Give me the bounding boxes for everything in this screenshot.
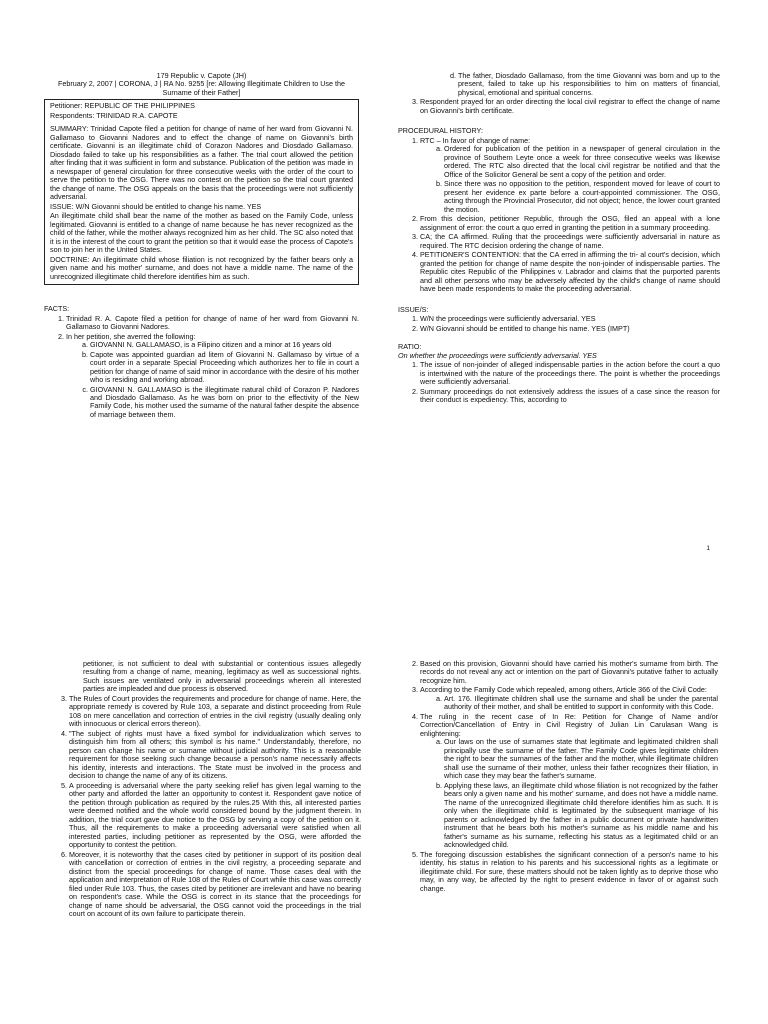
list-item: 2. Based on this provision, Giovanni should have carried his mother's surname from birth. The records do not reveal any act or intention on the part of Giovanni's putative father to actually recognize him. <box>420 660 718 685</box>
list-item: 2. In her petition, she averred the following: a. GIOVANNI N. GALLAMASO, is a Filipino citizen and a minor at 16 years old b. Capote was appointed guardian ad litem of Giovanni N. Gallamaso by virtue of a court order in a separate Special Proceeding which authorizes her to file in court a petition for change of name of said minor in accordance with the desire of his mother who is residing and working abroad. c. GIOVANNI N. GALLAMASO is the illegitimate natural child of Corazon P. Nadores and Diosdado Gallamaso. As he was born on prior to the effectivity of the New Family Code, his mother used the surname of the natural father despite the absence of marriage between them. <box>66 333 359 420</box>
page1-left-column <box>44 72 359 420</box>
list-item: d. The father, Diosdado Gallamaso, from the time Giovanni was born and up to the present, failed to take up his responsibilities to him on matters of financial, physical, emotional and spiritual concerns. <box>458 72 720 97</box>
holding-text: An illegitimate child shall bear the name of the mother as based on the Family Code, unless legitimated. Giovanni is entitled to a change of name because he has never recognized as the child of the father, while the mother always recognized him as her child. The SC also noted that it is in the interest of the court to grant the petition so that it would ease the process of Capote's son to join her in the United States. <box>50 211 353 255</box>
facts-list-cont <box>398 98 720 115</box>
respondents-line: Respondents: TRINIDAD R.A. CAPOTE <box>50 110 178 120</box>
list-item: c. GIOVANNI N. GALLAMASO is the illegitimate natural child of Corazon P. Nadores and Diosdado Gallamaso. As he was born on prior to the effectivity of the New Family Code, his mother used the surname of the natural father despite the absence of marriage between them. <box>90 386 359 420</box>
case-header <box>44 72 359 97</box>
list-item: 3. Respondent prayed for an order directing the local civil registrar to effect the change of name on Giovanni's birth certificate. <box>420 98 720 115</box>
page-number: 1 <box>706 545 710 552</box>
page2-left-column <box>47 660 361 920</box>
list-item: a. Our laws on the use of surnames state that legitimate and legitimated children shall principally use the surname of the father. The Family Code gives legitimate children the right to bear the surnames of the father and the mother, while illegitimate children shall use the surname of their mother, unless their father recognizes their filiation, in which case they may bear the father's surname. <box>444 738 718 780</box>
ratio-list-cont <box>47 695 361 919</box>
list-item: 2. Summary proceedings do not extensively address the issues of a case since the reason for their conduct is expediency. This, according to <box>420 388 720 405</box>
ratio-heading: RATIO: <box>398 342 422 352</box>
ratio-continuation: petitioner, is not sufficient to deal with substantial or contentious issues allegedly resulting from a change of name, meaning, legitimacy as well as successional rights. Such issues are ventilated only in adversarial proceedings wherein all interested parties are impleaded and due process is observed. <box>83 659 361 694</box>
page-two <box>0 560 768 1024</box>
facts-sublist-cont <box>398 72 720 97</box>
list-item: 1. W/N the proceedings were sufficiently adversarial. YES <box>420 315 720 323</box>
list-item: 4. PETITIONER'S CONTENTION: that the CA erred in affirming the tri- al court's decision, which granted the petition for change of name despite the non-joinder of indispensable parties. The Republic cites Republic of the Philippines v. Labrador and claims that the purported parents and all other persons who may be adversely affected by the child's change of name should have been made respondents to make the proceeding adversarial. <box>420 251 720 293</box>
ratio-subheading: On whether the proceedings were sufficiently adversarial. YES <box>398 350 597 360</box>
page2-right-column <box>398 660 718 894</box>
petitioner-line: Petitioner: REPUBLIC OF THE PHILIPPINES <box>50 101 195 111</box>
list-item: b. Applying these laws, an illegitimate child whose filiation is not recognized by the father bears only a given name and his mother' surname, and does not have a middle name. The name of the unrecognized illegitimate child therefore identifies him as such. It is only when the illegitimate child is legitimated by the subsequent marriage of his parents or acknowledged by the father in a public document or private handwritten instrument that he bears both his mother's surname as his middle name and his father's surname as his surname, reflecting his status as a legitimated child or an acknowledged child. <box>444 782 718 850</box>
issues-heading: ISSUE/S: <box>398 304 429 314</box>
facts-list <box>44 315 359 420</box>
list-item: a. Ordered for publication of the petition in a newspaper of general circulation in the province of Southern Leyte once a week for three consecutive weeks was likewise ordered. The RTC also directed that the local civil registrar be notified and that the Office of the Solicitor General be sent a copy of the petition and order. <box>444 145 720 179</box>
family-code-sublist <box>420 695 718 712</box>
case-citation: February 2, 2007 | CORONA, J | RA No. 9255 [re: Allowing Illegitimate Children to Use the Surname of their Father] <box>58 79 345 97</box>
list-item: 2. W/N Giovanni should be entitled to change his name. YES (IMPT) <box>420 325 720 333</box>
issue-text: ISSUE: W/N Giovanni should be entitled to change his name. YES <box>50 201 262 211</box>
list-item: 1. Trinidad R. A. Capote filed a petition for change of name of her ward from Giovanni N. Gallamaso to Giovanni Nadores. <box>66 315 359 332</box>
ratio-list <box>398 361 720 404</box>
list-item: b. Since there was no opposition to the petition, respondent moved for leave of court to present her evidence ex parte before a court-appointed commissioner. The OSG, acting through the Provincial Prosecutor, did not object; hence, the lower court granted the motion. <box>444 180 720 214</box>
procedural-list <box>398 137 720 294</box>
list-item: 3. CA; the CA affirmed. Ruling that the proceedings were sufficiently adversarial in nature as required. The RTC decision ordering the change of name. <box>420 233 720 250</box>
list-item: 3. The Rules of Court provides the requirements and procedure for change of name. Here, the appropriate remedy is covered by Rule 103, a separate and distinct proceeding from Rule 108 on mere cancellation and correction of entries in the civil registry (usually dealing only with innocuous or clerical errors thereon). <box>69 695 361 729</box>
summary-text: SUMMARY: Trinidad Capote filed a petition for change of name of her ward from Giovanni N. Gallamaso to Giovanni Nadores and to effect the change of name on Giovanni's birth certificate. Giovanni is an illegitimate child of Corazon Nadores and Diosdado Gallamaso. Diosdado failed to take up his responsibilities as a father. The trial court allowed the petition after finding that it was sufficient in form and substance. Publication of the petition was made in a newspaper of general circulation for three consecutive weeks with the order of the court to serve the petition to the OSG. There was no contest on the petition so the trial court granted the change of name. The OSG appeals on the basis that the proceedings were not sufficiently adversarial. <box>50 124 353 202</box>
list-item: b. Capote was appointed guardian ad litem of Giovanni N. Gallamaso by virtue of a court order in a separate Special Proceeding which authorizes her to file in court a petition for change of name of said minor in accordance with the desire of his mother who is residing and working abroad. <box>90 351 359 385</box>
wang-case-sublist <box>420 738 718 849</box>
facts-heading: FACTS: <box>44 304 70 314</box>
list-item: 4. The ruling in the recent case of In Re: Petition for Change of Name and/or Correction/Cancellation of Entry in Civil Registry of Julian Lin Carulasan Wang is enlightening: a. Our laws on the use of surnames state that legitimate and legitimated children shall principally use the surname of the father. The Family Code gives legitimate children the right to bear the surnames of the father and the mother, while illegitimate children shall use the surname of their mother, unless their father recognizes their filiation, in which case they may bear the father's surname. b. Applying these laws, an illegitimate child whose filiation is not recognized by the father bears only a given name and his mother' surname, and does not have a middle name. The name of the unrecognized illegitimate child therefore identifies him as such. It is only when the illegitimate child is legitimated by the subsequent marriage of his parents or acknowledged by the father in a public document or private handwritten instrument that he bears both his mother's surname as his middle name and his father's surname as his surname, reflecting his status as a legitimated child or an acknowledged child. <box>420 713 718 850</box>
list-item: 1. The issue of non-joinder of alleged indispensable parties in the action before the court a quo is intertwined with the nature of the proceedings there. The point is whether the proceedings were sufficiently adversarial. <box>420 361 720 386</box>
list-item: 5. A proceeding is adversarial where the party seeking relief has given legal warning to the other party and afforded the latter an opportunity to contest it. Respondent gave notice of the petition through publication as required by the rules.25 With this, all interested parties were deemed notified and the whole world considered bound by the judgment therein. In addition, the trial court gave due notice to the OSG by serving a copy of the petition on it. Thus, all the requirements to make a proceeding adversarial were satisfied when all interested parties, including petitioner as represented by the OSG, were afforded the opportunity to contest the petition. <box>69 782 361 850</box>
list-item: 2. From this decision, petitioner Republic, through the OSG, filed an appeal with a lone assignment of error: the court a quo erred in granting the petition in a summary proceeding. <box>420 215 720 232</box>
list-item: a. GIOVANNI N. GALLAMASO, is a Filipino citizen and a minor at 16 years old <box>90 341 359 349</box>
case-title: 179 Republic v. Capote (JH) <box>156 71 247 80</box>
facts-sublist <box>66 341 359 419</box>
summary-box <box>44 99 359 285</box>
list-item: 3. According to the Family Code which repealed, among others, Article 366 of the Civil Code: a. Art. 176. Illegitimate children shall use the surname and shall be under the parental authority of their mother, and shall be entitled to support in conformity with this Code. <box>420 686 718 711</box>
list-item: a. Art. 176. Illegitimate children shall use the surname and shall be under the parental authority of their mother, and shall be entitled to support in conformity with this Code. <box>444 695 718 712</box>
list-item: 5. The foregoing discussion establishes the significant connection of a person's name to his identity, his status in relation to his parents and his successional rights as a legitimate or illegitimate child. For sure, these matters should not be taken lightly as to deprive those who may, in any way, be affected by the right to present evidence in favor of or against such change. <box>420 851 718 893</box>
page1-right-column <box>398 72 720 405</box>
issues-list <box>398 315 720 333</box>
procedural-heading: PROCEDURAL HISTORY: <box>398 126 483 136</box>
list-item: 6. Moreover, it is noteworthy that the cases cited by petitioner in support of its position deal with cancellation or correction of entries in the civil registry, a proceeding separate and distinct from the special proceedings for change of name. Those cases deal with the application and interpretation of Rule 108 of the Rules of Court while this case was correctly filed under Rule 103. Thus, the cases cited by petitioner are irrelevant and have no bearing on respondent's case. While the OSG is correct in its stance that the proceedings for change of name should be adversarial, the OSG cannot void the proceedings in the trial court on account of its own failure to participate therein. <box>69 851 361 919</box>
procedural-sublist <box>420 145 720 214</box>
name-ratio-list <box>398 660 718 893</box>
list-item: 4. "The subject of rights must have a fixed symbol for individualization which serves to distinguish him from all others; this symbol is his name." Understandably, therefore, no person can change his name or surname without judicial authority. This is a reasonable requirement for those seeking such change because a person's name necessarily affects his identity, interests and interactions. The State must be involved in the process and decision to change the name of any of its citizens. <box>69 730 361 781</box>
doctrine-text: DOCTRINE: An illegitimate child whose filiation is not recognized by the father bears only a given name and his mother' surname, and does not have a middle name. The name of the unrecognized illegitimate child therefore identifies him as such. <box>50 254 353 281</box>
list-item: 1. RTC – In favor of change of name: a. Ordered for publication of the petition in a newspaper of general circulation in the province of Southern Leyte once a week for three consecutive weeks was likewise ordered. The RTC also directed that the local civil registrar be notified and that the Office of the Solicitor General be sent a copy of the petition and order. b. Since there was no opposition to the petition, respondent moved for leave of court to present her evidence ex parte before a court-appointed commissioner. The OSG, acting through the Provincial Prosecutor, did not object; hence, the lower court granted the motion. <box>420 137 720 214</box>
